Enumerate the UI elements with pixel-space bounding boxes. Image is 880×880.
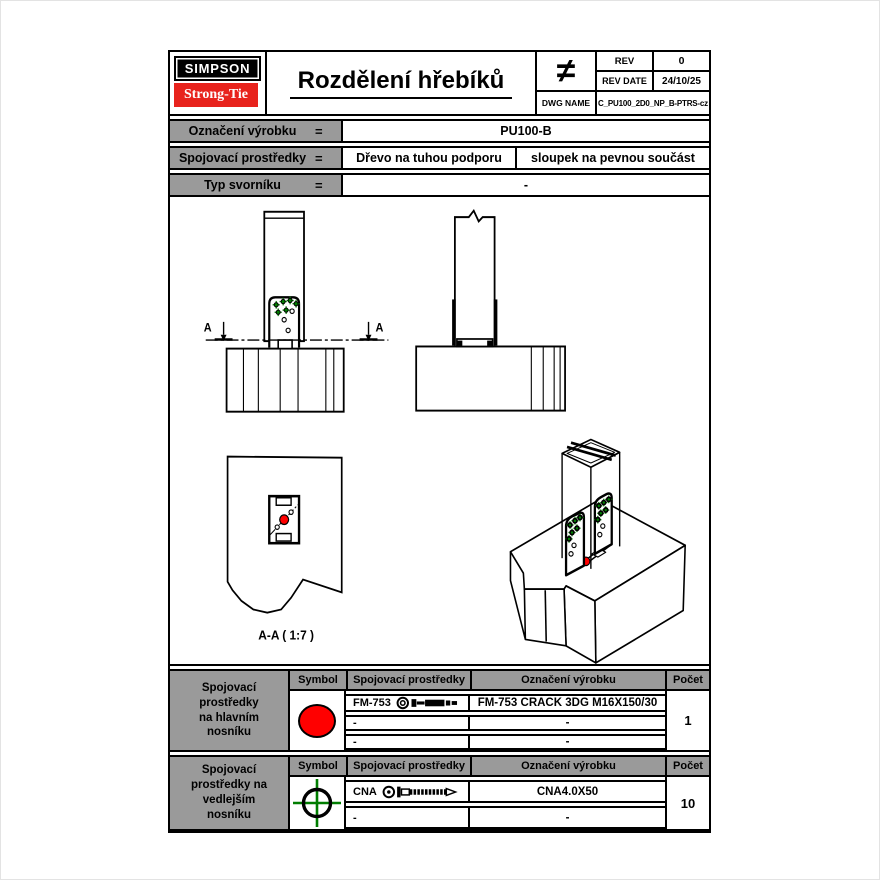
equals-sign: =: [315, 150, 323, 166]
sheet-title-text: Rozdělení hřebíků: [290, 67, 513, 99]
rev-value: 0: [654, 52, 709, 72]
count-value-secondary: 10: [665, 777, 709, 829]
group-label-secondary: Spojovací prostředky na vedlejším nosníku: [170, 757, 290, 829]
section-view: [228, 457, 342, 643]
table-header-row: [290, 757, 709, 777]
nail-icon: [382, 785, 458, 799]
svg-text:A: A: [375, 322, 384, 335]
table-row: - -: [346, 734, 665, 750]
simpson-strongtie-logo: [170, 52, 267, 114]
revision-block: [535, 52, 709, 114]
title-block-header: [170, 52, 709, 116]
not-equal-icon: ≠: [537, 52, 597, 92]
rev-date-label: REV DATE: [597, 72, 654, 92]
rev-date-value: 24/10/25: [654, 72, 709, 92]
drawing-views-area: [170, 200, 709, 666]
product-info-table: [170, 116, 709, 200]
dwg-name-label: DWG NAME: [537, 92, 597, 114]
info-value-product: PU100-B: [500, 124, 552, 138]
red-circle-symbol-icon: [298, 704, 336, 738]
info-row-fasteners: [170, 146, 709, 170]
col-header-symbol: Symbol: [298, 674, 338, 686]
symbol-cell-secondary: [290, 777, 346, 829]
table-row: [346, 780, 665, 803]
sheet-title: [267, 52, 535, 114]
section-marker-right: [360, 322, 384, 341]
col-header-count: Počet: [665, 671, 709, 689]
rev-label: REV: [597, 52, 654, 72]
logo-simpson: SIMPSON: [174, 56, 261, 81]
equals-sign: =: [315, 123, 323, 139]
technical-drawing: [170, 200, 709, 664]
product-name: FM-753 CRACK 3DG M16X150/30: [477, 697, 658, 709]
crosshair-symbol-icon: [291, 777, 343, 829]
info-row-bolt-type: [170, 173, 709, 197]
col-header-fastener: Spojovací prostředky: [346, 757, 470, 775]
bracket-plate-right: [594, 493, 612, 553]
svg-text:A: A: [203, 322, 212, 335]
table-row: - -: [346, 806, 665, 829]
col-header-product: Označení výrobku: [470, 671, 665, 689]
front-view: [204, 212, 389, 412]
info-value-bolt-type: -: [523, 178, 529, 192]
info-value-fasteners-right: sloupek na pevnou součást: [515, 148, 709, 168]
logo-strongtie: Strong-Tie: [174, 83, 258, 107]
equals-sign: =: [315, 177, 323, 193]
info-label-bolt-type: Typ svorníku: [204, 178, 281, 192]
col-header-fastener: Spojovací prostředky: [346, 671, 470, 689]
anchor-bolt-icon: [396, 696, 458, 710]
fastener-name: FM-753: [353, 697, 391, 709]
info-label-product: Označení výrobku: [188, 124, 297, 138]
col-header-product: Označení výrobku: [470, 757, 665, 775]
col-header-symbol: Symbol: [298, 760, 338, 772]
group-label-main: Spojovací prostředky na hlavním nosníku: [170, 671, 290, 750]
table-header-row: [290, 671, 709, 691]
section-marker-left: [204, 322, 233, 341]
side-view: [416, 211, 565, 411]
table-row: [346, 694, 665, 712]
info-value-fasteners-left: Dřevo na tuhou podporu: [356, 151, 502, 165]
info-row-product: [170, 119, 709, 143]
dwg-name-value: C_PU100_2D0_NP_B-PTRS-cz: [598, 98, 708, 108]
fastener-name: CNA: [353, 785, 377, 798]
drawing-sheet: [168, 50, 711, 833]
isometric-view: [510, 439, 685, 662]
info-label-fasteners: Spojovací prostředky: [178, 151, 307, 165]
anchor-marker-section: [280, 515, 289, 525]
table-row: - -: [346, 715, 665, 731]
count-value-main: 1: [665, 691, 709, 750]
section-view-label: A-A ( 1:7 ): [258, 628, 314, 643]
fastener-table-secondary: [170, 755, 709, 831]
product-name: CNA4.0X50: [536, 785, 599, 798]
fastener-table-main: [170, 669, 709, 752]
col-header-count: Počet: [665, 757, 709, 775]
symbol-cell-main: [290, 691, 346, 750]
bracket-plate-left: [565, 513, 583, 576]
